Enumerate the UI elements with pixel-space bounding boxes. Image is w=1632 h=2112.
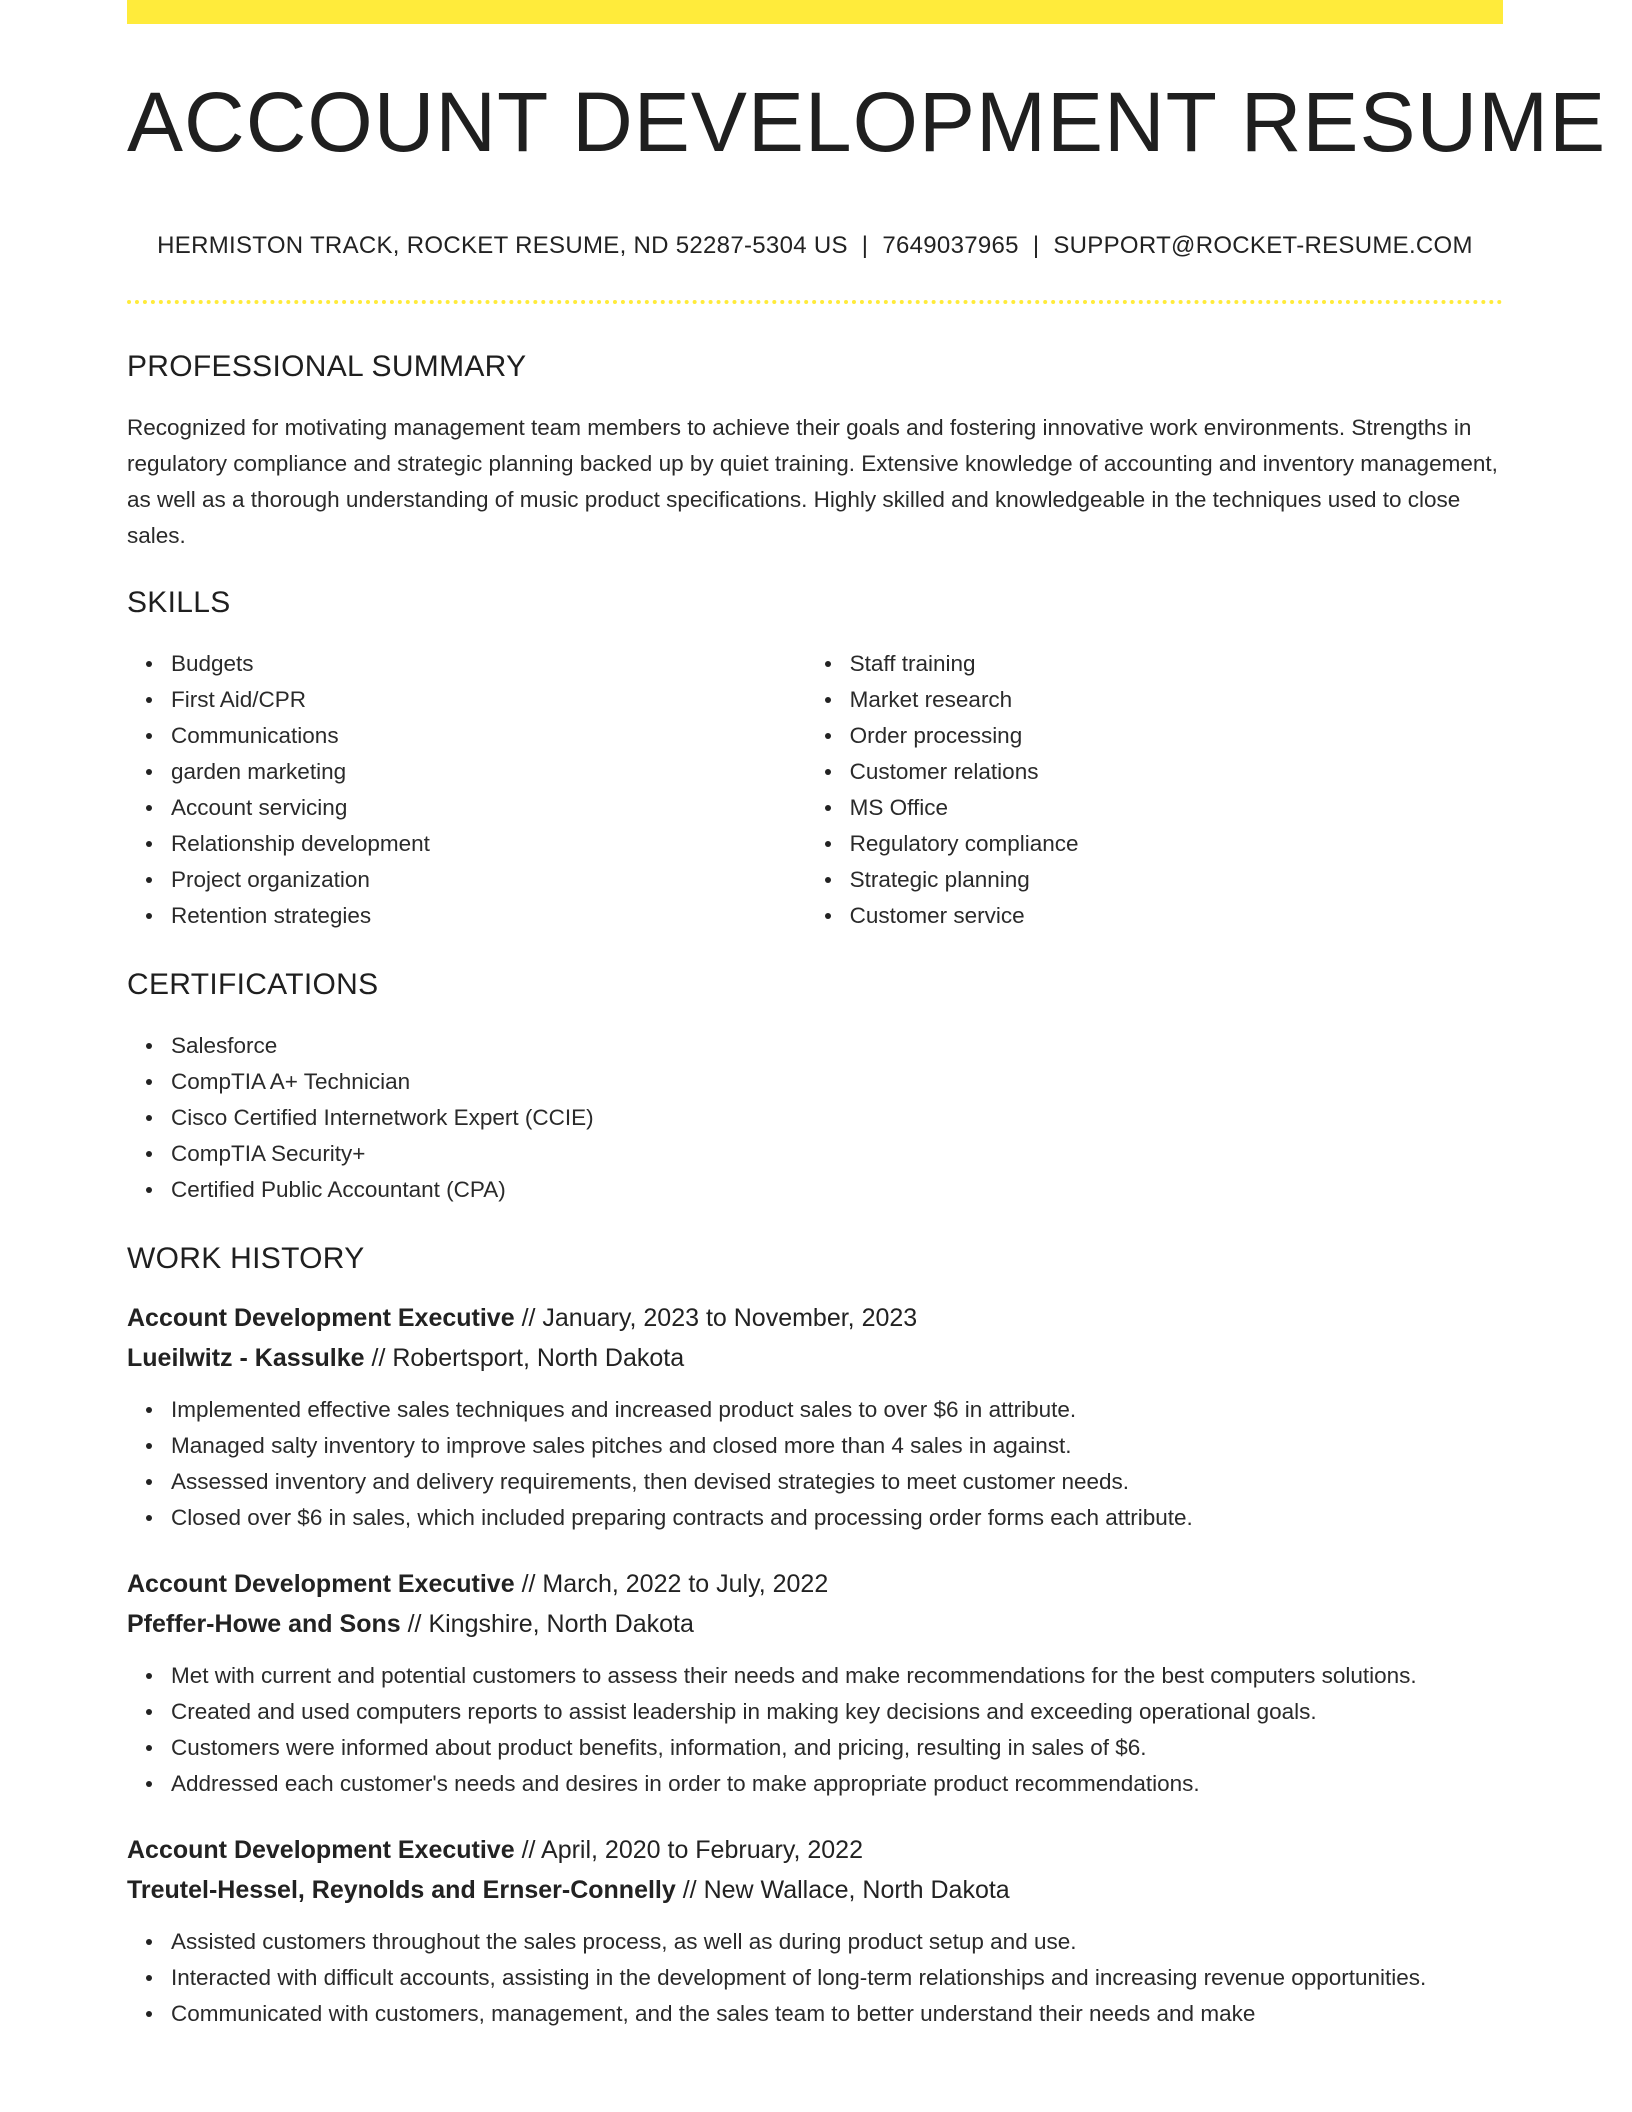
certifications-heading: CERTIFICATIONS [127,968,379,1001]
work-history-heading: WORK HISTORY [127,1242,365,1275]
job-bullets [127,1658,1503,1802]
skill-item: Relationship development [171,826,806,862]
certification-item: CompTIA A+ Technician [171,1064,1503,1100]
skill-item: MS Office [850,790,1503,826]
skill-item: Regulatory compliance [850,826,1503,862]
job-bullet: Interacted with difficult accounts, assisting in the development of long-term relationships and increasing revenue opportunities. [171,1960,1503,1996]
job-location: // Robertsport, North Dakota [364,1344,685,1372]
job-dates: // March, 2022 to July, 2022 [514,1570,829,1598]
job-bullets [127,1392,1503,1536]
skills-columns [127,646,1503,934]
job-bullet: Assisted customers throughout the sales process, as well as during product setup and use. [171,1924,1503,1960]
job-title: Account Development Executive [127,1304,515,1332]
dotted-divider [127,300,1503,304]
job-bullet: Met with current and potential customers to assess their needs and make recommendations for the best computers solutions. [171,1658,1503,1694]
summary-text: Recognized for motivating management team members to achieve their goals and fostering innovative work environments. Strengths in regulatory compliance and strategic planning backed up by quiet training. Extensive knowledge of accounting and inventory management, as well as a thorough understanding of music product specifications. Highly skilled and knowledgeable in the techniques used to close sales. [127,415,1498,548]
skill-item: Customer relations [850,754,1503,790]
contact-line [127,232,1503,260]
skill-item: Customer service [850,898,1503,934]
job-bullet: Assessed inventory and delivery requirements, then devised strategies to meet customer needs. [171,1464,1503,1500]
summary-heading: PROFESSIONAL SUMMARY [127,350,527,383]
skill-item: Communications [171,718,806,754]
skill-item: Retention strategies [171,898,806,934]
skills-list-right [806,646,1503,934]
skills-section [127,586,1503,934]
work-history-section [127,1242,1503,2032]
skill-item: garden marketing [171,754,806,790]
skill-item: Order processing [850,718,1503,754]
resume-title: ACCOUNT DEVELOPMENT RESUME [127,75,1607,169]
job-company: Pfeffer-Howe and Sons [127,1610,401,1638]
resume-page [127,0,1607,2032]
job-title-line [127,1564,1503,1604]
job-company: Treutel-Hessel, Reynolds and Ernser-Connelly [127,1876,676,1904]
job-location: // New Wallace, North Dakota [675,1876,1010,1904]
skill-item: Market research [850,682,1503,718]
skill-item: Project organization [171,862,806,898]
job-dates: // April, 2020 to February, 2022 [514,1836,863,1864]
contact-separator: | [861,232,869,259]
certifications-section [127,968,1503,1208]
job-dates: // January, 2023 to November, 2023 [514,1304,918,1332]
job-bullet: Addressed each customer's needs and desires in order to make appropriate product recommendations. [171,1766,1503,1802]
job-company-line [127,1604,1503,1644]
contact-separator: | [1032,232,1040,259]
job-title: Account Development Executive [127,1836,515,1864]
skill-item: Budgets [171,646,806,682]
job-bullet: Managed salty inventory to improve sales pitches and closed more than 4 sales in against. [171,1428,1503,1464]
job-bullet: Created and used computers reports to assist leadership in making key decisions and exceeding operational goals. [171,1694,1503,1730]
job-company-line [127,1870,1503,1910]
contact-address: HERMISTON TRACK, ROCKET RESUME, ND 52287-5304 US [157,232,848,259]
skill-item: Account servicing [171,790,806,826]
job-entry [127,1830,1503,2032]
accent-top-bar [127,0,1503,24]
skills-heading: SKILLS [127,586,231,619]
summary-section [127,350,1503,554]
contact-phone: 7649037965 [882,232,1019,259]
certifications-list [127,1028,1503,1208]
job-bullet: Implemented effective sales techniques and increased product sales to over $6 in attribute. [171,1392,1503,1428]
jobs-container [127,1298,1503,2032]
job-entry [127,1298,1503,1536]
job-bullet: Customers were informed about product benefits, information, and pricing, resulting in sales of $6. [171,1730,1503,1766]
job-bullet: Communicated with customers, management, and the sales team to better understand their needs and make [171,1996,1503,2032]
job-entry [127,1564,1503,1802]
skill-item: First Aid/CPR [171,682,806,718]
job-title-line [127,1830,1503,1870]
certification-item: Salesforce [171,1028,1503,1064]
job-bullet: Closed over $6 in sales, which included preparing contracts and processing order forms each attribute. [171,1500,1503,1536]
certification-item: CompTIA Security+ [171,1136,1503,1172]
job-title-line [127,1298,1503,1338]
skill-item: Strategic planning [850,862,1503,898]
skills-list-left [127,646,806,934]
job-location: // Kingshire, North Dakota [400,1610,694,1638]
job-title: Account Development Executive [127,1570,515,1598]
job-company-line [127,1338,1503,1378]
skill-item: Staff training [850,646,1503,682]
contact-email: SUPPORT@ROCKET-RESUME.COM [1053,232,1473,259]
certification-item: Certified Public Accountant (CPA) [171,1172,1503,1208]
job-bullets [127,1924,1503,2032]
certification-item: Cisco Certified Internetwork Expert (CCIE) [171,1100,1503,1136]
job-company: Lueilwitz - Kassulke [127,1344,365,1372]
